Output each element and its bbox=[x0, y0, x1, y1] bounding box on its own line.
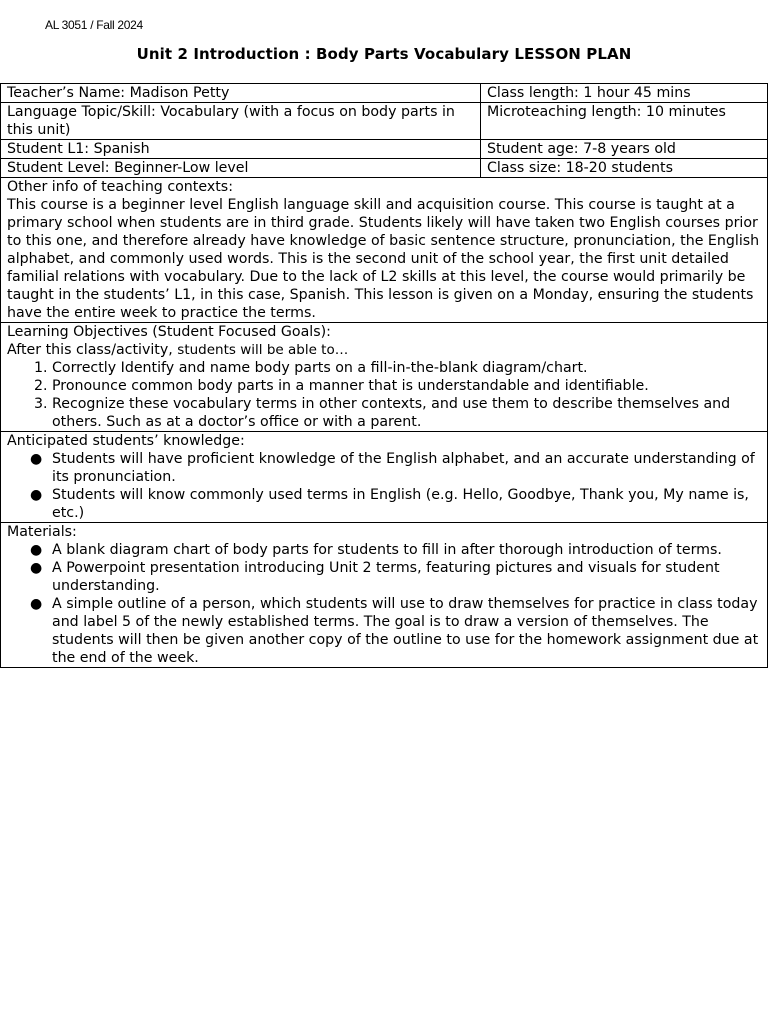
materials-list bbox=[7, 541, 761, 667]
list-item-text: Students will have proficient knowledge of the English alphabet, and an accurate understanding of its pronunciation. bbox=[52, 451, 755, 485]
objectives-intro bbox=[7, 341, 761, 359]
list-item-text: A blank diagram chart of body parts for students to fill in after thorough introduction of terms. bbox=[52, 542, 722, 558]
table-row bbox=[1, 84, 768, 103]
bullet-icon: ● bbox=[30, 596, 43, 612]
bullet-icon: ● bbox=[30, 560, 43, 576]
list-item-text: A Powerpoint presentation introducing Unit 2 terms, featuring pictures and visuals for student understanding. bbox=[52, 560, 720, 594]
list-item: 2. Pronounce common body parts in a manner that is understandable and identifiable. bbox=[52, 377, 761, 395]
objectives-intro-b: students will be able to… bbox=[177, 342, 349, 358]
bullet-icon: ● bbox=[30, 542, 43, 558]
bullet-icon: ● bbox=[30, 487, 43, 503]
table-row bbox=[1, 159, 768, 178]
list-item bbox=[30, 595, 761, 667]
list-item: 1. Correctly Identify and name body parts on a fill-in-the-blank diagram/chart. bbox=[52, 359, 761, 377]
table-row bbox=[1, 523, 768, 668]
list-item-text: A simple outline of a person, which students will use to draw themselves for practice in class today and label 5 of the newly established terms. The goal is to draw a version of themselves. The students will then be given another copy of the outline to use for the homework assignment due at the end of the week. bbox=[52, 596, 759, 666]
student-age-cell: Student age: 7-8 years old bbox=[481, 140, 768, 159]
teaching-context-heading: Other info of teaching contexts: bbox=[7, 179, 233, 195]
objectives-list bbox=[7, 359, 761, 431]
objectives-intro-a: After this class/activity, bbox=[7, 342, 178, 358]
table-row bbox=[1, 178, 768, 323]
list-item-text: Students will know commonly used terms in English (e.g. Hello, Goodbye, Thank you, My name is, etc.) bbox=[52, 487, 749, 521]
knowledge-heading: Anticipated students’ knowledge: bbox=[7, 433, 245, 449]
class-length-cell: Class length: 1 hour 45 mins bbox=[481, 84, 768, 103]
student-l1-cell: Student L1: Spanish bbox=[1, 140, 481, 159]
table-row bbox=[1, 140, 768, 159]
list-item bbox=[30, 486, 761, 522]
student-level-cell: Student Level: Beginner-Low level bbox=[1, 159, 481, 178]
microteaching-length-cell: Microteaching length: 10 minutes bbox=[481, 103, 768, 140]
page-title: Unit 2 Introduction : Body Parts Vocabulary LESSON PLAN bbox=[136, 45, 632, 63]
materials-heading: Materials: bbox=[7, 524, 77, 540]
topic-skill-cell: Language Topic/Skill: Vocabulary (with a focus on body parts in this unit) bbox=[1, 103, 481, 140]
list-item bbox=[30, 541, 761, 559]
teacher-name-cell: Teacher’s Name: Madison Petty bbox=[1, 84, 481, 103]
teaching-context-section bbox=[1, 178, 768, 323]
objectives-section bbox=[1, 323, 768, 432]
course-code: AL 3051 / Fall 2024 bbox=[45, 18, 143, 32]
list-item bbox=[30, 450, 761, 486]
table-row bbox=[1, 103, 768, 140]
objectives-heading: Learning Objectives (Student Focused Goals): bbox=[7, 324, 331, 340]
bullet-icon: ● bbox=[30, 451, 43, 467]
lesson-plan-table bbox=[0, 83, 768, 668]
teaching-context-body: This course is a beginner level English language skill and acquisition course. This course is taught at a primary school when students are in third grade. Students likely will have taken two English courses prior to this one, and therefore already have knowledge of basic sentence structure, pronunciation, the English alphabet, and commonly used words. This is the second unit of the school year, the first unit detailed familial relations with vocabulary. Due to the lack of L2 skills at this level, the course would primarily be taught in the students’ L1, in this case, Spanish. This lesson is given on a Monday, ensuring the students have the entire week to practice the terms. bbox=[7, 197, 760, 321]
table-row bbox=[1, 432, 768, 523]
table-row bbox=[1, 323, 768, 432]
materials-section bbox=[1, 523, 768, 668]
knowledge-list bbox=[7, 450, 761, 522]
list-item bbox=[30, 559, 761, 595]
class-size-cell: Class size: 18-20 students bbox=[481, 159, 768, 178]
knowledge-section bbox=[1, 432, 768, 523]
list-item: 3. Recognize these vocabulary terms in other contexts, and use them to describe themselves and others. Such as at a doctor’s office or with a parent. bbox=[52, 395, 761, 431]
